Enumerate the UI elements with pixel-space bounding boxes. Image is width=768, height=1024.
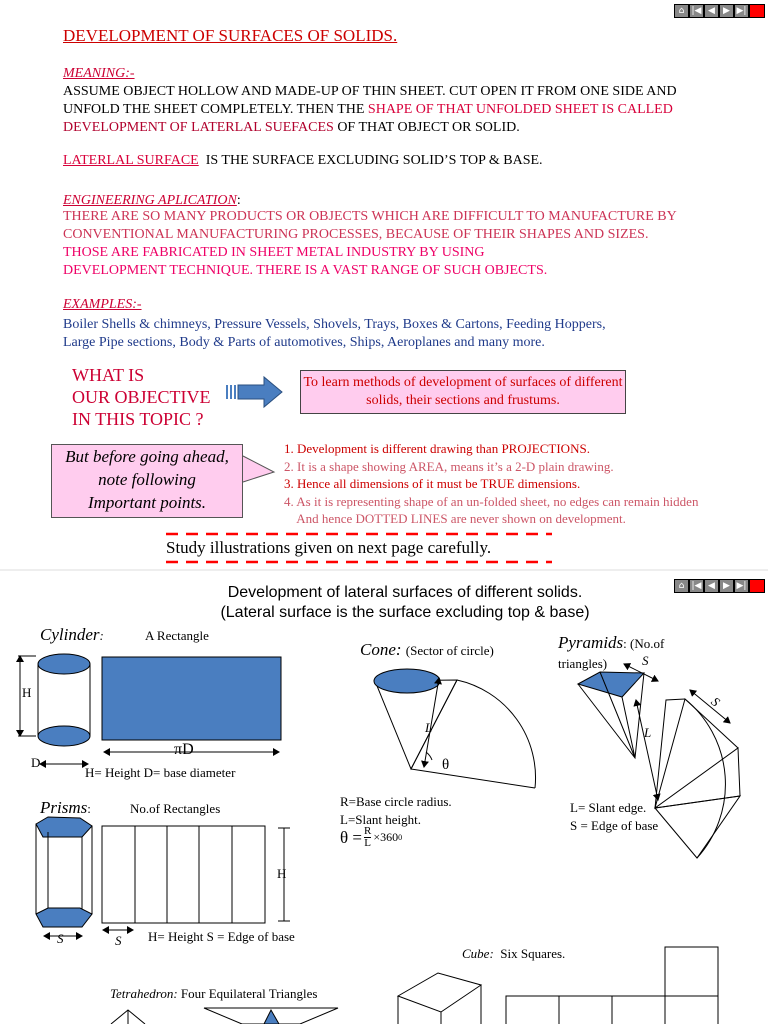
last-icon[interactable]: ▶|	[734, 4, 749, 18]
cylinder-title: Cylinder:	[40, 625, 104, 644]
objective-arrow-icon	[226, 377, 282, 407]
objective-answer-box: To learn methods of development of surfaces of different solids, their sections and frustums.	[300, 370, 626, 414]
prisms-title: Prisms:	[40, 798, 91, 817]
cylinder-legend: H= Height D= base diameter	[85, 765, 236, 780]
pyramid-s-label-1: S	[642, 653, 649, 668]
prism-s-label-2: S	[115, 933, 122, 948]
cone-radius-note: R=Base circle radius.	[340, 794, 452, 809]
engineering-line-1: THERE ARE SO MANY PRODUCTS OR OBJECTS WHICH ARE DIFFICULT TO MANUFACTURE BY	[63, 209, 677, 224]
examples-line-2: Large Pipe sections, Body & Parts of automotives, Ships, Aeroplanes and many more.	[63, 335, 545, 350]
pyramids-title: Pyramids: (No.of	[558, 633, 665, 652]
prism-figure	[36, 817, 290, 936]
pyramid-edge-note: S = Edge of base	[570, 818, 659, 833]
cylinder-h-label: H	[22, 685, 32, 700]
point-1: 1. Development is different drawing than PROJECTIONS.	[284, 441, 590, 456]
prisms-legend: H= Height S = Edge of base	[148, 929, 295, 944]
objective-question: WHAT IS OUR OBJECTIVE IN THIS TOPIC ?	[72, 365, 211, 429]
prev-icon[interactable]: ◀	[704, 4, 719, 18]
cylinder-figure	[18, 654, 281, 764]
callout-pointer	[243, 456, 274, 482]
page2-title-1: Development of lateral surfaces of different solids.	[227, 584, 583, 601]
prisms-shape: No.of Rectangles	[130, 801, 221, 816]
engineering-line-2: CONVENTIONAL MANUFACTURING PROCESSES, BECAUSE OF THEIR SHAPES AND SIZES.	[63, 227, 649, 242]
point-5: And hence DOTTED LINES are never shown on development.	[284, 511, 626, 526]
meaning-heading: MEANING:-	[63, 66, 135, 81]
cylinder-d-label: D	[31, 755, 41, 770]
cone-figure	[374, 669, 536, 788]
first-icon[interactable]: |◀	[689, 579, 704, 593]
pyramids-triangles: triangles)	[558, 656, 608, 671]
cone-formula: θ = $\frac{R}{L}$ ×360 0	[340, 825, 403, 849]
point-3: 3. Hence all dimensions of it must be TRUE dimensions.	[284, 476, 581, 491]
pyramid-l-label: L	[644, 725, 652, 740]
cone-l-label: L	[425, 720, 433, 735]
examples-line-1: Boiler Shells & chimneys, Pressure Vessels, Shovels, Trays, Boxes & Cartons, Feeding Hoppers,	[63, 317, 606, 332]
cone-slant-note: L=Slant height.	[340, 812, 421, 827]
home-icon[interactable]: ⌂	[674, 579, 689, 593]
meaning-line-1: ASSUME OBJECT HOLLOW AND MADE-UP OF THIN SHEET. CUT OPEN IT FROM ONE SIDE AND	[63, 84, 677, 99]
tetrahedron-title: Tetrahedron: Four Equilateral Triangles	[110, 986, 318, 1001]
point-2: 2. It is a shape showing AREA, means it’s a 2-D plain drawing.	[284, 458, 614, 474]
pyramid-s-label-2: S	[708, 693, 723, 710]
page2-title-2: (Lateral surface is the surface excluding top & base)	[220, 604, 590, 621]
cone-title: Cone: (Sector of circle)	[360, 640, 494, 659]
tetrahedron-figure	[111, 1008, 338, 1024]
point-4: 4. As it is representing shape of an un-folded sheet, no edges can remain hidden	[284, 493, 699, 509]
cylinder-pid-label: πD	[174, 741, 194, 758]
engineering-line-3: THOSE ARE FABRICATED IN SHEET METAL INDUSTRY BY USING	[63, 245, 485, 260]
lateral-definition: LATERLAL SURFACE IS THE SURFACE EXCLUDING SOLID’S TOP & BASE.	[63, 153, 543, 168]
next-icon[interactable]: ▶	[719, 579, 734, 593]
prism-s-label-1: S	[57, 931, 64, 946]
meaning-line-2: UNFOLD THE SHEET COMPLETELY. THEN THE SHAPE OF THAT UNFOLDED SHEET IS CALLED	[63, 102, 673, 117]
first-icon[interactable]: |◀	[689, 4, 704, 18]
study-note: Study illustrations given on next page carefully.	[166, 538, 492, 557]
page-title: DEVELOPMENT OF SURFACES OF SOLIDS.	[63, 26, 398, 45]
next-icon[interactable]: ▶	[719, 4, 734, 18]
examples-heading: EXAMPLES:-	[63, 297, 142, 312]
prev-icon[interactable]: ◀	[704, 579, 719, 593]
cone-theta-label: θ	[442, 757, 450, 773]
cube-title: Cube: Six Squares.	[462, 946, 566, 961]
home-icon[interactable]: ⌂	[674, 4, 689, 18]
last-icon[interactable]: ▶|	[734, 579, 749, 593]
cylinder-shape: A Rectangle	[145, 628, 209, 643]
meaning-line-3: DEVELOPMENT OF LATERLAL SUEFACES OF THAT OBJECT OR SOLID.	[63, 120, 520, 135]
prism-h-label: H	[277, 866, 287, 881]
engineering-line-4: DEVELOPMENT TECHNIQUE. THERE IS A VAST RANGE OF SUCH OBJECTS.	[63, 263, 548, 278]
engineering-heading: ENGINEERING APLICATION:	[63, 193, 241, 208]
pyramid-slant-note: L= Slant edge.	[570, 800, 647, 815]
callout-bubble: But before going ahead, note following Important points.	[51, 444, 243, 518]
